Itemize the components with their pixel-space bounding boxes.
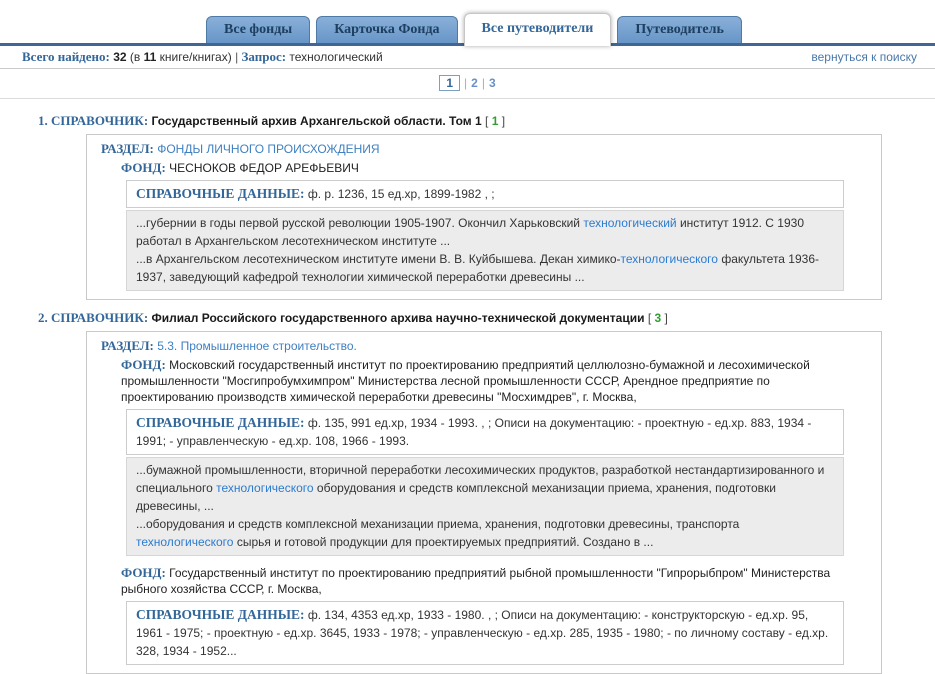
in-books-text: (в	[129, 50, 141, 64]
result-number-label: 2. СПРАВОЧНИК:	[38, 310, 149, 325]
tab-all-funds[interactable]: Все фонды	[206, 16, 310, 43]
result-title: Государственный архив Архангельской области. Том 1	[151, 114, 482, 128]
snippet-text: оборудования и средств комплексной механизации приема, хранения, подготовки древесины, ...	[136, 481, 776, 513]
pagination-separator: |	[481, 76, 485, 90]
tab-fund-card[interactable]: Карточка Фонда	[316, 16, 457, 43]
section-link[interactable]: 5.3. Промышленное строительство.	[157, 339, 357, 353]
snippet-text: ...губернии в годы первой русской революции 1905-1907. Окончил Харьковский	[136, 216, 584, 230]
fund-block	[101, 160, 871, 291]
result-title: Филиал Российского государственного архива научно-технической документации	[151, 311, 645, 325]
snippet-highlight-term: технологического	[620, 252, 718, 266]
pagination	[0, 69, 935, 99]
snippet-text: ...в Архангельском лесотехническом институте имени В. В. Куйбышева. Декан химико-	[136, 252, 621, 266]
fund-line	[121, 160, 871, 176]
back-to-search-link[interactable]: вернуться к поиску	[811, 50, 917, 64]
fund-line	[121, 565, 871, 597]
result-count-bracket: [ 1 ]	[485, 114, 506, 128]
snippet-text: институт 1912. С 1930 работал в Архангельском лесотехническом институте ...	[136, 216, 804, 248]
snippet-box	[126, 210, 844, 291]
section-line	[101, 337, 871, 355]
fund-line	[121, 357, 871, 405]
pagination-separator: |	[464, 76, 468, 90]
fund-name: Государственный институт по проектированию предприятий рыбной промышленности "Гипрорыбпром" Министерства рыбного хозяйства СССР, г. Москва,	[121, 566, 831, 596]
result-number-label: 1. СПРАВОЧНИК:	[38, 113, 149, 128]
books-count: 11	[143, 50, 157, 64]
snippet-text: факультета 1936-1937, заведующий кафедрой технологии химической переработки древесины ...	[136, 252, 819, 284]
refdata-label: СПРАВОЧНЫЕ ДАННЫЕ:	[136, 607, 305, 622]
tab-all-guides[interactable]: Все путеводители	[464, 13, 612, 46]
snippet-line	[136, 461, 834, 515]
result-title-line	[38, 112, 925, 130]
fund-label: ФОНД:	[121, 565, 166, 580]
query-label: Запрос:	[241, 49, 287, 64]
result-title-line	[38, 309, 925, 327]
found-count: 32	[113, 50, 127, 64]
result-count-link[interactable]: 3	[654, 311, 662, 325]
refdata-label: СПРАВОЧНЫЕ ДАННЫЕ:	[136, 186, 305, 201]
pagination-page-link[interactable]: 2	[471, 76, 478, 90]
result-item	[38, 309, 925, 674]
section-label: РАЗДЕЛ:	[101, 338, 154, 353]
fund-block	[101, 357, 871, 556]
fund-label: ФОНД:	[121, 357, 166, 372]
fund-label: ФОНД:	[121, 160, 166, 175]
section-line	[101, 140, 871, 158]
found-label: Всего найдено:	[22, 49, 110, 64]
result-item	[38, 112, 925, 300]
refdata-box	[126, 409, 844, 455]
refdata-value: ф. р. 1236, 15 ед.хр, 1899-1982 , ;	[307, 187, 495, 201]
snippet-highlight-term: технологического	[216, 481, 314, 495]
books-label: книге/книгах)	[159, 50, 236, 64]
refdata-value: ф. 135, 991 ед.хр, 1934 - 1993. , ; Описи на документацию: - проектную - ед.хр. 883, 1934 - 1991; - управленческую - ед.хр. 108, 1966 - 1993.	[136, 416, 812, 448]
snippet-line	[136, 214, 834, 250]
pagination-page-link[interactable]: 3	[488, 76, 496, 90]
tab-guide[interactable]: Путеводитель	[617, 16, 742, 43]
snippet-line	[136, 515, 834, 551]
refdata-box	[126, 180, 844, 208]
fund-name: ЧЕСНОКОВ ФЕДОР АРЕФЬЕВИЧ	[169, 161, 359, 175]
summary-separator: |	[235, 50, 239, 64]
query-value: технологический	[289, 50, 383, 64]
tab-bar	[0, 0, 935, 46]
snippet-text: ...бумажной промышленности, вторичной переработки лесохимических продуктов, разработкой нестандартизированного и специального	[136, 463, 825, 495]
refdata-value: ф. 134, 4353 ед.хр, 1933 - 1980. , ; Описи на документацию: - конструкторскую - ед.хр. 95, 1961 - 1975; - проектную - ед.хр. 3645, 1933 - 1978; - управленческую - ед.хр. 285, 1935 - 1980; - по личному составу - ед.хр. 328, 1934 - 1952...	[136, 608, 829, 658]
snippet-line	[136, 250, 834, 286]
result-count-link[interactable]: 1	[491, 114, 499, 128]
snippet-box	[126, 457, 844, 556]
section-link[interactable]: ФОНДЫ ЛИЧНОГО ПРОИСХОЖДЕНИЯ	[157, 142, 380, 156]
snippet-text: сырья и готовой продукции для проектируемых предприятий. Создано в ...	[233, 535, 654, 549]
refdata-label: СПРАВОЧНЫЕ ДАННЫЕ:	[136, 415, 305, 430]
snippet-text: ...оборудования и средств комплексной механизации приема, хранения, подготовки древесины, транспорта	[136, 517, 740, 531]
fund-block	[101, 565, 871, 665]
pagination-current-page: 1	[439, 75, 460, 91]
results-summary-bar	[0, 46, 935, 69]
section-label: РАЗДЕЛ:	[101, 141, 154, 156]
results-summary	[22, 49, 383, 65]
results-list	[0, 99, 935, 674]
snippet-highlight-term: технологического	[136, 535, 234, 549]
snippet-highlight-term: технологический	[583, 216, 677, 230]
fund-name: Московский государственный институт по проектированию предприятий целлюлозно-бумажной и лесохимической промышленности "Мосгипробумхимпром" Министерства лесной промышленности СССР, Арендное предприятие по проектированию производств химической переработки древесины "Мосхимдрев", г. Москва,	[121, 358, 810, 404]
result-container	[86, 134, 882, 300]
refdata-box	[126, 601, 844, 665]
result-count-bracket: [ 3 ]	[647, 311, 668, 325]
result-container	[86, 331, 882, 674]
